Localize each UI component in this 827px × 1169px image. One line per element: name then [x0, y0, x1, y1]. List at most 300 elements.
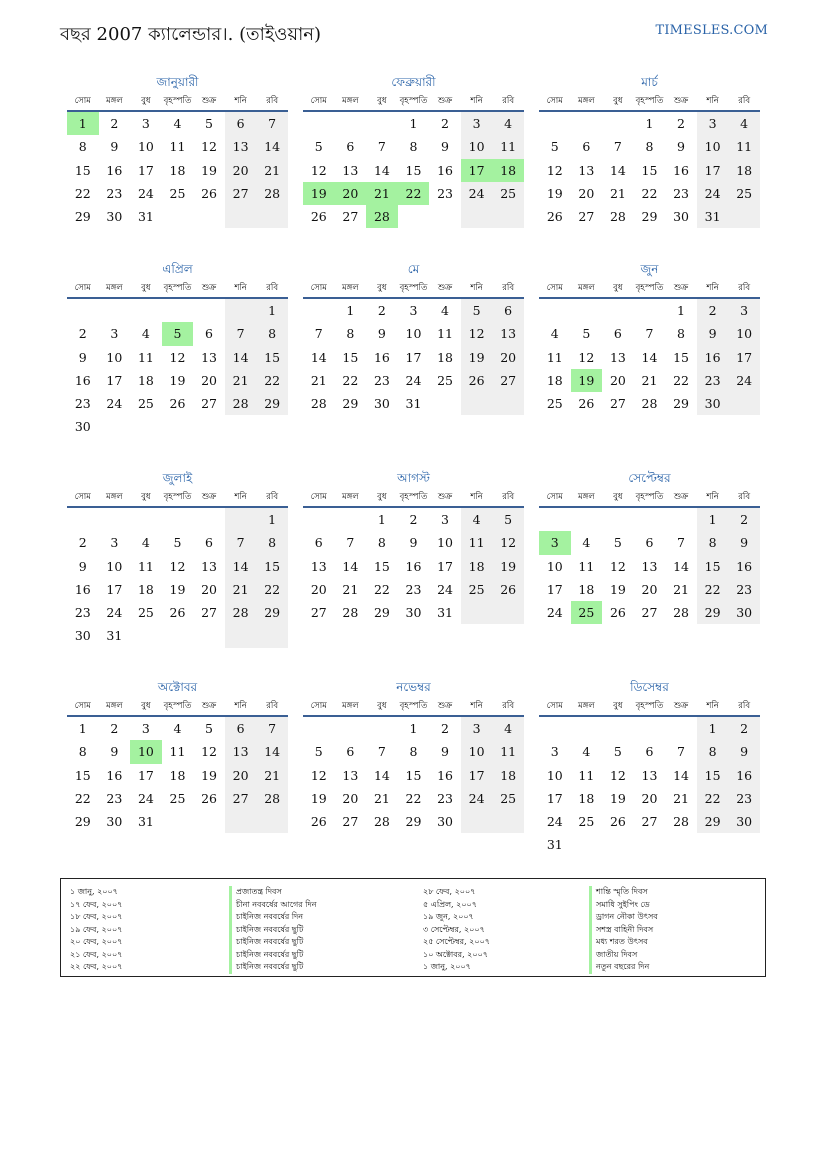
day-cell: 13 — [342, 162, 359, 178]
day-cell: 3 — [697, 112, 729, 135]
month-name: জানুয়ারী — [156, 75, 199, 89]
day-cell: 13 — [225, 740, 257, 763]
day-cell: 13 — [310, 558, 327, 574]
day-cell: 18 — [546, 372, 563, 388]
month-block — [303, 259, 524, 415]
day-cell: 17 — [546, 581, 563, 597]
month-name: মে — [407, 262, 420, 276]
day-cell: 24 — [106, 396, 123, 412]
day-grid — [67, 717, 288, 833]
empty-day-cell — [256, 810, 288, 833]
day-cell: 16 — [697, 346, 729, 369]
day-cell: 2 — [110, 721, 119, 736]
weekday-label: মঙ্গল — [341, 96, 359, 106]
empty-day-cell — [335, 112, 367, 135]
day-cell: 4 — [141, 326, 150, 342]
day-cell: 31 — [546, 837, 563, 853]
day-cell: 23 — [106, 790, 123, 806]
weekday-label: মঙ্গল — [105, 96, 123, 106]
day-cell: 6 — [492, 299, 524, 322]
empty-day-cell — [366, 112, 398, 135]
day-cell: 3 — [461, 112, 493, 135]
day-cell: 16 — [106, 767, 123, 783]
day-cell: 1 — [697, 508, 729, 531]
weekday-header — [539, 488, 760, 508]
weekday-label: বুধ — [377, 701, 387, 711]
holiday-name: চাইনিজ নববর্ষের ছুটি — [236, 962, 304, 971]
day-cell: 5 — [314, 139, 323, 155]
day-cell: 31 — [405, 396, 422, 412]
holiday-date: ২২ ফেব, ২০০৭ — [70, 962, 123, 971]
empty-day-cell — [602, 508, 634, 531]
day-cell: 4 — [582, 744, 591, 760]
day-cell: 21 — [256, 764, 288, 787]
weekday-header — [539, 697, 760, 717]
day-grid — [303, 112, 524, 228]
day-cell: 10 — [461, 135, 493, 158]
weekday-label: শনি — [706, 701, 719, 711]
day-cell: 16 — [728, 555, 760, 578]
day-cell: 26 — [546, 209, 563, 225]
weekday-label: বৃহস্পতি — [635, 701, 664, 711]
day-cell: 17 — [137, 767, 154, 783]
weekday-label: সোম — [546, 96, 563, 106]
holiday-date: ১৯ জুন, ২০০৭ — [423, 912, 474, 921]
empty-day-cell — [571, 299, 603, 322]
weekday-label: বৃহস্পতি — [163, 701, 192, 711]
day-cell: 30 — [373, 396, 390, 412]
day-cell: 29 — [641, 209, 658, 225]
day-cell: 5 — [613, 744, 622, 760]
day-cell: 5 — [613, 535, 622, 551]
day-cell: 5 — [550, 139, 559, 155]
month-block — [539, 72, 760, 228]
day-cell: 15 — [74, 767, 91, 783]
brand-link[interactable]: TIMESLES.COM — [655, 23, 768, 38]
day-cell: 6 — [346, 139, 355, 155]
day-cell: 29 — [697, 810, 729, 833]
day-cell: 16 — [74, 581, 91, 597]
empty-day-cell — [602, 833, 634, 856]
day-cell: 26 — [201, 790, 217, 806]
day-cell: 24 — [546, 814, 563, 830]
day-cell: 7 — [256, 112, 288, 135]
day-cell: 10 — [130, 740, 162, 763]
holiday-name: নতুন বছরের দিন — [596, 962, 650, 971]
month-name: জুন — [640, 262, 659, 276]
empty-day-cell — [461, 205, 493, 228]
day-cell: 8 — [256, 531, 288, 554]
day-cell: 14 — [673, 767, 689, 783]
weekday-label: শনি — [234, 701, 247, 711]
day-cell: 11 — [137, 349, 154, 365]
day-cell: 25 — [578, 814, 595, 830]
weekday-label: মঙ্গল — [341, 492, 359, 502]
day-cell: 13 — [201, 349, 217, 365]
holiday-name: সশস্ত্র বাহিনী দিবস — [596, 924, 654, 934]
month-name: ডিসেম্বর — [630, 680, 669, 694]
day-cell: 13 — [609, 349, 626, 365]
day-cell: 21 — [256, 159, 288, 182]
month-block — [539, 468, 760, 624]
day-cell: 19 — [201, 162, 217, 178]
day-cell: 14 — [342, 558, 359, 574]
empty-day-cell — [728, 833, 760, 856]
day-cell: 21 — [225, 578, 257, 601]
day-cell: 7 — [314, 326, 323, 342]
day-cell: 8 — [78, 744, 87, 760]
day-cell: 3 — [110, 326, 119, 342]
empty-day-cell — [193, 508, 225, 531]
day-cell: 9 — [677, 139, 685, 155]
day-cell: 31 — [697, 205, 729, 228]
day-cell: 1 — [409, 721, 418, 736]
weekday-label: রবি — [266, 96, 279, 106]
holiday-names-col-2 — [589, 886, 658, 974]
weekday-label: মঙ্গল — [341, 701, 359, 711]
day-cell: 19 — [546, 185, 563, 201]
holiday-dates-col-1 — [70, 886, 122, 974]
weekday-label: রবি — [738, 96, 751, 106]
weekday-label: শুক্র — [437, 96, 453, 106]
day-cell: 2 — [110, 116, 119, 131]
weekday-label: বুধ — [613, 96, 623, 106]
day-cell: 18 — [169, 162, 186, 178]
day-cell: 14 — [310, 349, 327, 365]
day-cell: 19 — [492, 555, 524, 578]
day-cell: 5 — [173, 535, 182, 551]
empty-day-cell — [99, 299, 131, 322]
empty-day-cell — [429, 392, 461, 415]
day-cell: 12 — [461, 322, 493, 345]
day-cell: 16 — [106, 162, 123, 178]
weekday-label: সোম — [546, 492, 563, 502]
empty-day-cell — [256, 624, 288, 647]
day-cell: 13 — [225, 135, 257, 158]
month-name: সেপ্টেম্বর — [628, 471, 671, 485]
day-cell: 28 — [256, 182, 288, 205]
weekday-label: রবি — [738, 701, 751, 711]
day-cell: 12 — [492, 531, 524, 554]
day-cell: 5 — [582, 326, 591, 342]
day-cell: 11 — [437, 326, 453, 342]
empty-day-cell — [634, 508, 666, 531]
day-cell: 1 — [346, 303, 355, 318]
empty-day-cell — [665, 508, 697, 531]
day-cell: 15 — [697, 555, 729, 578]
day-cell: 23 — [74, 396, 91, 412]
day-cell: 28 — [225, 601, 257, 624]
day-cell: 7 — [256, 717, 288, 740]
month-name: নভেম্বর — [396, 680, 431, 694]
day-cell: 4 — [173, 721, 182, 736]
day-cell: 30 — [106, 814, 123, 830]
day-cell: 19 — [310, 790, 327, 806]
day-cell: 28 — [609, 209, 626, 225]
empty-day-cell — [162, 415, 194, 438]
day-cell: 11 — [578, 767, 595, 783]
empty-day-cell — [162, 810, 194, 833]
weekday-label: বুধ — [377, 283, 387, 293]
day-cell: 23 — [437, 790, 453, 806]
weekday-label: শনি — [470, 96, 483, 106]
day-cell: 8 — [697, 531, 729, 554]
day-cell: 18 — [578, 581, 595, 597]
empty-day-cell — [193, 205, 225, 228]
empty-day-cell — [539, 299, 571, 322]
empty-day-cell — [225, 415, 257, 438]
day-cell: 25 — [137, 605, 154, 621]
day-cell: 10 — [546, 558, 563, 574]
empty-day-cell — [539, 112, 571, 135]
empty-day-cell — [492, 810, 524, 833]
day-cell: 6 — [225, 112, 257, 135]
day-cell: 11 — [169, 744, 186, 760]
weekday-label: মঙ্গল — [341, 283, 359, 293]
empty-day-cell — [335, 508, 367, 531]
day-cell: 15 — [342, 349, 359, 365]
empty-day-cell — [225, 810, 257, 833]
day-cell: 21 — [342, 581, 359, 597]
day-cell: 18 — [728, 159, 760, 182]
weekday-header — [303, 279, 524, 299]
weekday-label: বৃহস্পতি — [163, 96, 192, 106]
day-grid — [303, 508, 524, 624]
empty-day-cell — [130, 299, 162, 322]
day-cell: 27 — [201, 605, 217, 621]
day-cell: 27 — [310, 605, 327, 621]
day-cell: 30 — [437, 814, 453, 830]
day-cell: 9 — [728, 740, 760, 763]
weekday-label: বৃহস্পতি — [399, 96, 428, 106]
day-cell: 26 — [169, 396, 186, 412]
day-cell: 7 — [346, 535, 355, 551]
day-cell: 9 — [78, 349, 87, 365]
day-cell: 2 — [409, 512, 418, 527]
day-cell: 15 — [373, 558, 390, 574]
day-cell: 24 — [697, 182, 729, 205]
weekday-label: শনি — [706, 283, 719, 293]
day-cell: 9 — [377, 326, 386, 342]
empty-day-cell — [162, 624, 194, 647]
weekday-label: মঙ্গল — [577, 492, 595, 502]
day-cell: 17 — [106, 581, 123, 597]
weekday-header — [67, 697, 288, 717]
day-cell: 2 — [377, 303, 386, 318]
day-cell: 3 — [550, 744, 559, 760]
day-cell: 25 — [137, 396, 154, 412]
day-grid — [539, 112, 760, 228]
day-cell: 31 — [437, 605, 453, 621]
day-cell: 2 — [78, 535, 87, 551]
day-cell: 13 — [492, 322, 524, 345]
day-cell: 17 — [546, 790, 563, 806]
day-cell: 28 — [342, 605, 359, 621]
day-cell: 4 — [728, 112, 760, 135]
day-cell: 1 — [256, 508, 288, 531]
day-cell: 23 — [437, 185, 453, 201]
empty-day-cell — [67, 299, 99, 322]
empty-day-cell — [634, 833, 666, 856]
empty-day-cell — [492, 392, 524, 415]
day-cell: 14 — [225, 346, 257, 369]
weekday-header — [67, 488, 288, 508]
day-cell: 2 — [677, 116, 685, 131]
holiday-date: ৩ সেপ্টেম্বর, ২০০৭ — [423, 924, 485, 934]
empty-day-cell — [398, 205, 430, 228]
day-cell: 24 — [437, 581, 453, 597]
weekday-label: বৃহস্পতি — [635, 283, 664, 293]
day-cell: 24 — [461, 787, 493, 810]
weekday-label: মঙ্গল — [105, 283, 123, 293]
day-cell: 16 — [437, 767, 453, 783]
day-cell: 6 — [645, 744, 654, 760]
day-cell: 12 — [578, 349, 595, 365]
weekday-label: সোম — [310, 283, 327, 293]
holiday-date: ১ জানু, ২০০৭ — [70, 887, 118, 896]
day-cell: 29 — [673, 396, 689, 412]
day-cell: 30 — [697, 392, 729, 415]
day-cell: 5 — [461, 299, 493, 322]
day-cell: 3 — [110, 535, 119, 551]
day-cell: 19 — [201, 767, 217, 783]
day-cell: 14 — [225, 555, 257, 578]
day-cell: 25 — [571, 601, 603, 624]
month-block — [539, 259, 760, 415]
weekday-label: রবি — [266, 701, 279, 711]
holiday-date: ১৮ ফেব, ২০০৭ — [70, 912, 123, 921]
empty-day-cell — [256, 205, 288, 228]
day-grid — [67, 112, 288, 228]
day-cell: 5 — [162, 322, 194, 345]
day-cell: 20 — [201, 372, 217, 388]
day-cell: 26 — [310, 209, 327, 225]
day-cell: 26 — [609, 605, 626, 621]
day-cell: 23 — [405, 581, 422, 597]
day-cell: 18 — [492, 764, 524, 787]
empty-day-cell — [728, 392, 760, 415]
day-cell: 6 — [225, 717, 257, 740]
weekday-label: সোম — [74, 701, 91, 711]
day-cell: 27 — [578, 209, 595, 225]
weekday-label: শনি — [234, 492, 247, 502]
empty-day-cell — [193, 624, 225, 647]
empty-day-cell — [99, 508, 131, 531]
weekday-label: মঙ্গল — [105, 701, 123, 711]
day-cell: 7 — [645, 326, 654, 342]
day-cell: 2 — [78, 326, 87, 342]
empty-day-cell — [665, 833, 697, 856]
day-cell: 21 — [310, 372, 327, 388]
day-cell: 14 — [256, 740, 288, 763]
empty-day-cell — [225, 205, 257, 228]
day-cell: 27 — [641, 814, 658, 830]
day-cell: 3 — [409, 303, 418, 318]
holiday-name: প্রজাতন্ত্র দিবস — [236, 887, 282, 896]
empty-day-cell — [193, 810, 225, 833]
month-block — [303, 72, 524, 228]
weekday-label: শুক্র — [437, 701, 453, 711]
holiday-name: সমাধি সুইপিং ডে — [596, 899, 650, 909]
day-cell: 28 — [373, 814, 390, 830]
day-cell: 26 — [201, 185, 217, 201]
day-cell: 1 — [697, 717, 729, 740]
weekday-label: সোম — [546, 283, 563, 293]
holiday-date: ১৭ ফেব, ২০০৭ — [70, 899, 123, 909]
holiday-date: ২৫ সেপ্টেম্বর, ২০০৭ — [423, 937, 490, 946]
day-cell: 24 — [546, 605, 563, 621]
empty-day-cell — [602, 299, 634, 322]
day-cell: 26 — [461, 369, 493, 392]
day-cell: 26 — [492, 578, 524, 601]
day-cell: 15 — [405, 162, 422, 178]
holiday-date: ২১ ফেব, ২০০৭ — [70, 949, 123, 959]
day-cell: 11 — [169, 139, 186, 155]
day-cell: 8 — [409, 744, 418, 760]
weekday-label: রবি — [502, 283, 515, 293]
page-title: বছর 2007 ক্যালেন্ডার।. (তাইওয়ান) — [60, 24, 322, 45]
day-cell: 27 — [609, 396, 626, 412]
day-cell: 15 — [673, 349, 689, 365]
empty-day-cell — [429, 205, 461, 228]
day-cell: 11 — [578, 558, 595, 574]
empty-day-cell — [728, 205, 760, 228]
day-cell: 17 — [461, 764, 493, 787]
weekday-label: শনি — [470, 701, 483, 711]
day-cell: 10 — [461, 740, 493, 763]
month-name: অক্টোবর — [157, 680, 198, 694]
day-cell: 19 — [609, 790, 626, 806]
holiday-name: জাতীয় দিবস — [596, 949, 638, 959]
weekday-header — [303, 488, 524, 508]
day-cell: 13 — [342, 767, 359, 783]
day-cell: 29 — [697, 601, 729, 624]
day-cell: 10 — [728, 322, 760, 345]
empty-day-cell — [335, 717, 367, 740]
day-cell: 27 — [492, 369, 524, 392]
day-cell: 28 — [225, 392, 257, 415]
weekday-label: শুক্র — [673, 492, 689, 502]
day-cell: 9 — [441, 139, 449, 155]
empty-day-cell — [634, 717, 666, 740]
day-cell: 2 — [728, 508, 760, 531]
weekday-label: রবি — [266, 283, 279, 293]
day-cell: 1 — [256, 299, 288, 322]
day-cell: 9 — [110, 744, 119, 760]
day-cell: 22 — [256, 369, 288, 392]
day-cell: 3 — [141, 116, 150, 131]
weekday-label: সোম — [74, 492, 91, 502]
day-cell: 19 — [461, 346, 493, 369]
day-cell: 7 — [377, 139, 386, 155]
empty-day-cell — [225, 624, 257, 647]
day-cell: 1 — [677, 303, 685, 318]
weekday-label: বুধ — [141, 96, 151, 106]
weekday-label: রবি — [502, 492, 515, 502]
day-cell: 20 — [310, 581, 327, 597]
empty-day-cell — [697, 833, 729, 856]
day-cell: 17 — [697, 159, 729, 182]
day-cell: 30 — [405, 605, 422, 621]
day-cell: 20 — [225, 159, 257, 182]
empty-day-cell — [665, 717, 697, 740]
holiday-names-col-1 — [229, 886, 317, 974]
empty-day-cell — [225, 299, 257, 322]
weekday-label: বৃহস্পতি — [163, 492, 192, 502]
day-cell: 22 — [398, 182, 430, 205]
day-cell: 27 — [342, 209, 359, 225]
weekday-header — [303, 697, 524, 717]
